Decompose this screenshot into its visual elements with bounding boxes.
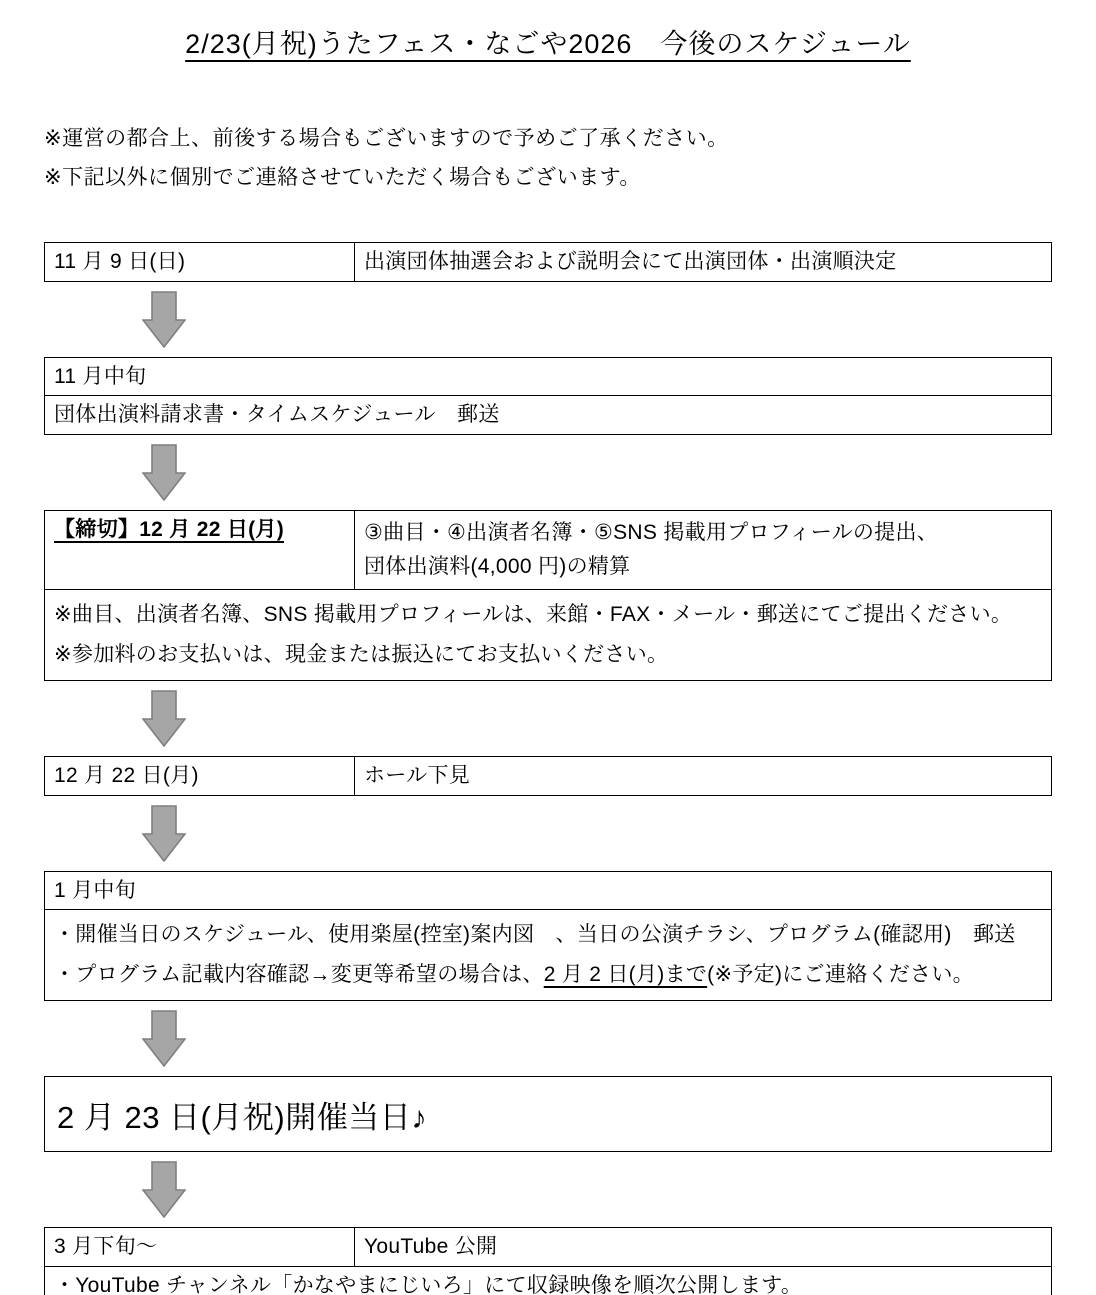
down-arrow-icon <box>142 1010 186 1067</box>
table-row <box>45 910 1052 1001</box>
deadline-note-line-2: ※参加料のお支払いは、現金または振込にてお支払いください。 <box>54 643 669 667</box>
schedule-deadline-date-cell <box>45 511 355 590</box>
schedule-date-cell: 11 月中旬 <box>45 357 1052 396</box>
mid-jan-line-1: ・開催当日のスケジュール、使用楽屋(控室)案内図 、当日の公演チラシ、プログラム(確認用) 郵送 <box>54 923 1016 947</box>
table-row <box>45 396 1052 435</box>
table-row <box>45 242 1052 281</box>
schedule-content-cell: ホール下見 <box>355 756 1052 795</box>
table-row <box>45 871 1052 910</box>
schedule-date-cell: 3 月下旬～ <box>45 1228 355 1267</box>
mid-jan-line-2-prefix: ・プログラム記載内容確認→変更等希望の場合は、 <box>54 963 544 987</box>
schedule-box-dec22 <box>44 756 1052 796</box>
schedule-note-cell <box>45 590 1052 681</box>
page-title: 2/23(月祝)うたフェス・なごや2026 今後のスケジュール <box>185 29 911 59</box>
schedule-date-cell: 12 月 22 日(月) <box>45 756 355 795</box>
schedule-date-cell: 1 月中旬 <box>45 871 1052 910</box>
schedule-box-event-day <box>44 1076 1052 1152</box>
deadline-content-line-2: 団体出演料(4,000 円)の精算 <box>364 555 631 579</box>
deadline-date-text: 【締切】12 月 22 日(月) <box>54 518 285 542</box>
preface-note-line-1: ※運営の都合上、前後する場合もございますので予めご了承ください。 <box>44 127 729 150</box>
table-row <box>45 590 1052 681</box>
down-arrow-icon <box>142 444 186 501</box>
schedule-content-cell <box>355 511 1052 590</box>
schedule-box-nov9 <box>44 242 1052 282</box>
schedule-box-mid-jan <box>44 871 1052 1002</box>
mid-jan-line-2 <box>54 955 1042 995</box>
schedule-note-cell: ・YouTube チャンネル「かなやまにじいろ」にて収録映像を順次公開します。 <box>45 1266 1052 1295</box>
schedule-box-deadline-dec22 <box>44 510 1052 681</box>
deadline-content-line-1: ③曲目・④出演者名簿・⑤SNS 掲載用プロフィールの提出、 <box>364 521 939 545</box>
schedule-box-mid-nov <box>44 357 1052 435</box>
schedule-date-cell: 11 月 9 日(日) <box>45 242 355 281</box>
table-row <box>45 357 1052 396</box>
mid-jan-line-2-suffix: (※予定)にご連絡ください。 <box>707 963 974 987</box>
schedule-box-late-march <box>44 1227 1052 1295</box>
schedule-content-cell: 出演団体抽選会および説明会にて出演団体・出演順決定 <box>355 242 1052 281</box>
deadline-note-line-1: ※曲目、出演者名簿、SNS 掲載用プロフィールは、来館・FAX・メール・郵送にてご提出ください。 <box>54 603 1013 627</box>
document-content <box>0 22 1096 1295</box>
down-arrow-icon <box>142 291 186 348</box>
table-row <box>45 1228 1052 1267</box>
mid-jan-line-2-deadline: 2 月 2 日(月)まで <box>543 963 708 987</box>
table-row <box>45 511 1052 590</box>
table-row <box>45 1266 1052 1295</box>
table-row <box>45 756 1052 795</box>
schedule-content-cell: YouTube 公開 <box>355 1228 1052 1267</box>
schedule-content-cell <box>45 910 1052 1001</box>
schedule-content-cell: 団体出演料請求書・タイムスケジュール 郵送 <box>45 396 1052 435</box>
down-arrow-icon <box>142 1161 186 1218</box>
preface-notes <box>44 119 1052 198</box>
down-arrow-icon <box>142 690 186 747</box>
preface-note-line-2: ※下記以外に個別でご連絡させていただく場合もございます。 <box>44 166 641 190</box>
down-arrow-icon <box>142 805 186 862</box>
event-day-text: 2 月 23 日(月祝)開催当日♪ <box>57 1099 428 1135</box>
